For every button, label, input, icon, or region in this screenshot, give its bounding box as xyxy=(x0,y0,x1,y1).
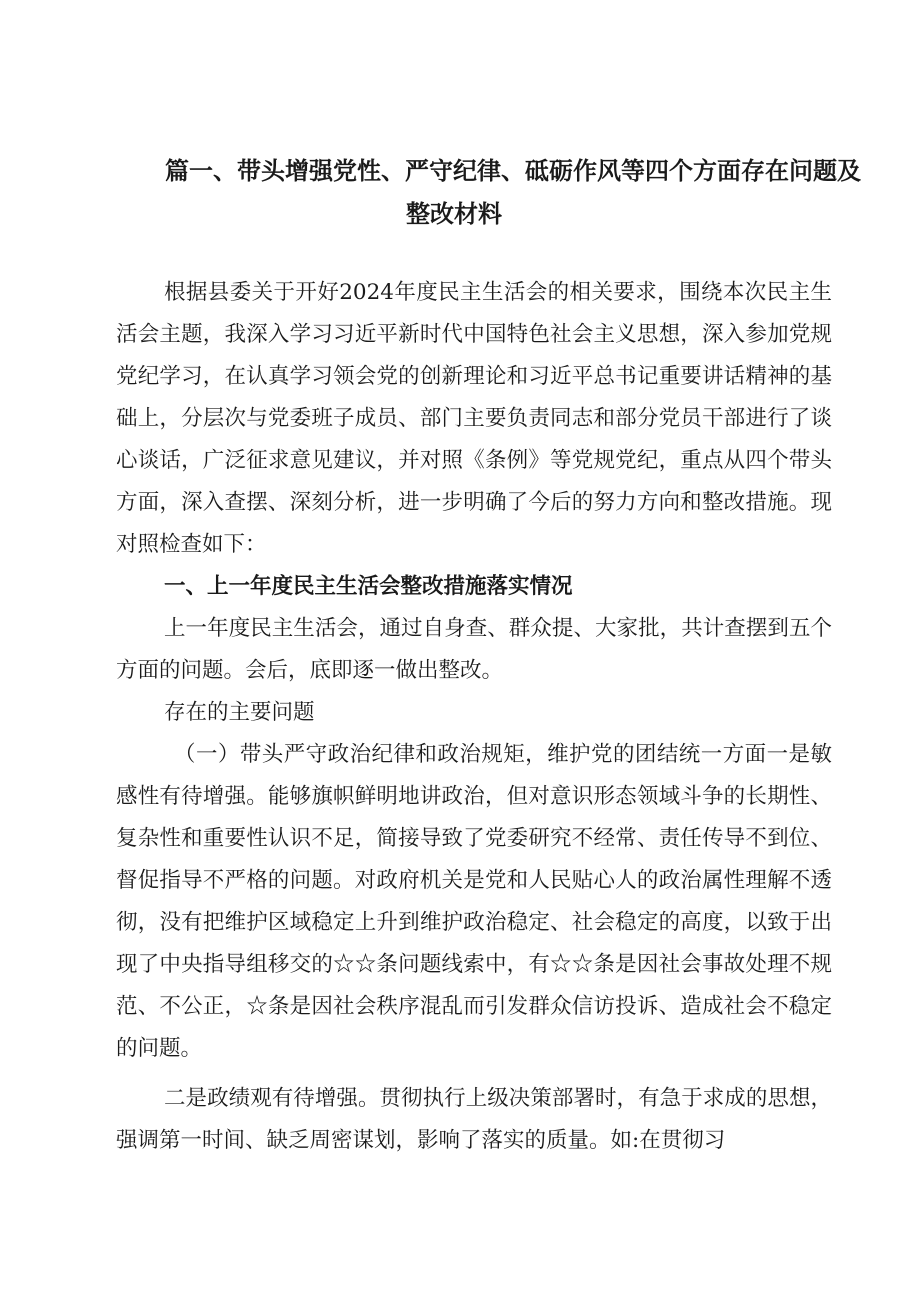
subheading: 存在的主要问题 xyxy=(164,700,315,725)
item-two-paragraph: 二是政绩观有待增强。贯彻执行上级决策部署时，有急于求成的思想，强调第一时间、缺乏周密谋划，影响了落实的质量。如:在贯彻习 xyxy=(116,1086,832,1153)
document-title-line2: 整改材料 xyxy=(406,200,502,228)
section-heading: 一、上一年度民主生活会整改措施落实情况 xyxy=(164,574,573,599)
section-paragraph: 上一年度民主生活会，通过自身查、群众提、大家批，共计查摆到五个方面的问题。会后，底即逐一做出整改。 xyxy=(116,616,832,683)
item-one-paragraph: （一）带头严守政治纪律和政治规矩，维护党的团结统一方面一是敏感性有待增强。能够旗帜鲜明地讲政治，但对意识形态领域斗争的长期性、复杂性和重要性认识不足，简接导致了党委研究不经常、责任传导不到位、督促指导不严格的问题。对政府机关是党和人民贴心人的政治属性理解不透彻，没有把维护区域稳定上升到维护政治稳定、社会稳定的高度，以致于出现了中央指导组移交的☆☆条问题线索中，有☆☆条是因社会事故处理不规范、不公正，☆条是因社会秩序混乱而引发群众信访投诉、造成社会不稳定的问题。 xyxy=(116,742,832,1061)
document-body xyxy=(116,272,832,1162)
intro-paragraph: 根据县委关于开好2024年度民主生活会的相关要求，围绕本次民主生活会主题，我深入学习习近平新时代中国特色社会主义思想，深入参加党规党纪学习，在认真学习领会党的创新理论和习近平总书记重要讲话精神的基础上，分层次与党委班子成员、部门主要负责同志和部分党员干部进行了谈心谈话，广泛征求意见建议，并对照《条例》等党规党纪，重点从四个带头方面，深入查摆、深刻分析，进一步明确了今后的努力方向和整改措施。现对照检查如下： xyxy=(116,280,832,557)
document-title-line1: 篇一、带头增强党性、严守纪律、砥砺作风等四个方面存在问题及 xyxy=(165,157,861,185)
